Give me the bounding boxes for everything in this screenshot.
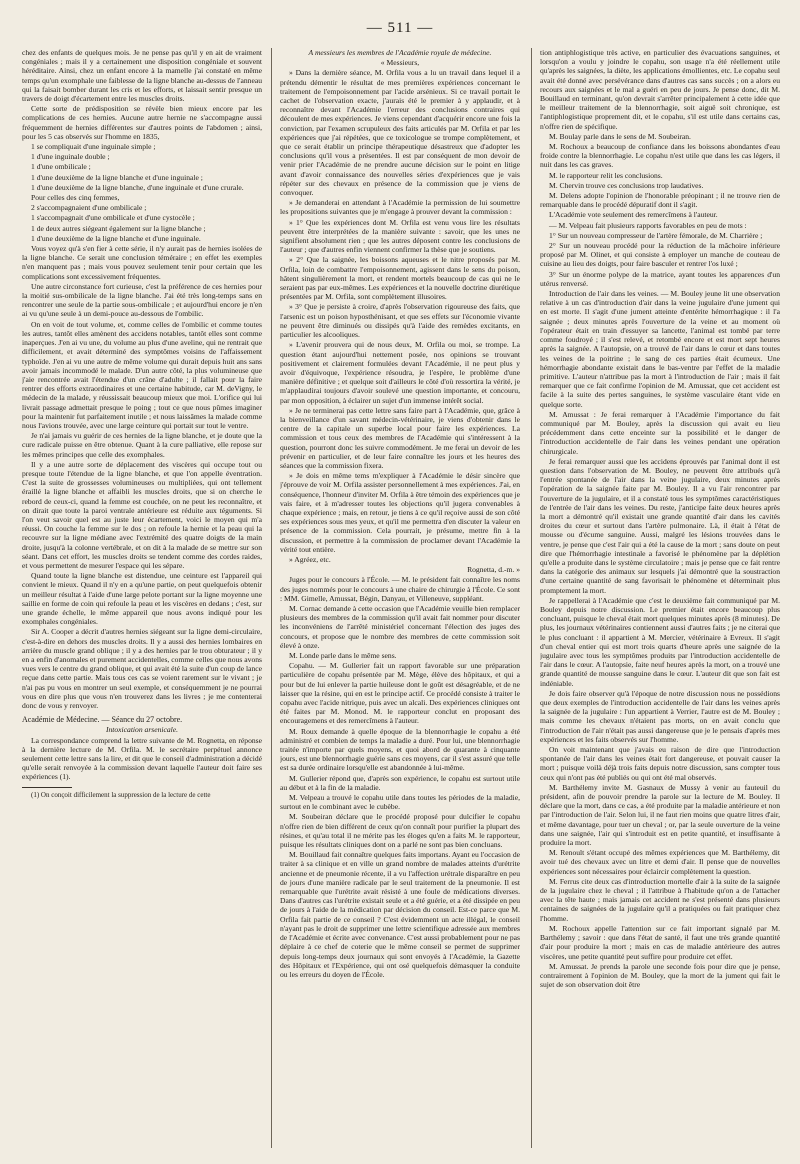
paragraph: M. Ferrus cite deux cas d'introduction mortelle d'air à la suite de la saignée de la jugulaire chez le cheval ; il l'attribue à l'habitude qu'on a de l'attacher avec la tête haute ; mais jamais cet accident ne s'est présenté dans plusieurs centaines de saignées de la jugulaire qu'il a pratiquées ou fait pratiquer chez l'homme. bbox=[540, 876, 780, 923]
letter-signature: Rognetta, d.-m. » bbox=[467, 565, 520, 575]
column-divider-right bbox=[531, 48, 532, 1148]
paragraph: L'Académie vote seulement des remercîmens à l'auteur. bbox=[549, 210, 718, 220]
column-left bbox=[22, 48, 262, 1148]
paragraph: M. Boulay parle dans le sens de M. Soubeiran. bbox=[549, 131, 691, 141]
letter-salutation: A messieurs les membres de l'Académie royale de médecine. bbox=[308, 48, 492, 57]
paragraph: M. Amussat. Je prends la parole une seconde fois pour dire que je pense, contrairement à l'opinion de M. Bouley, que la mort de la jument qui fait le sujet de son observation doit être bbox=[540, 961, 780, 990]
list-item: 1 d'une inguinale double ; bbox=[31, 152, 110, 162]
paragraph: Je n'ai jamais vu guérir de ces hernies de la ligne blanche, et je doute que la cure radicale puisse en être obtenue. Quant à la cure palliative, elle repose sur les mêmes principes que celle des exomphales. bbox=[22, 431, 262, 459]
paragraph: — M. Velpeau fait plusieurs rapports favorables en peu de mots : bbox=[549, 220, 747, 230]
paragraph: » Je dois en même tems m'expliquer à l'Académie le désir sincère que j'éprouve de voir M. Orfila assister personnellement à mes expériences. J'ai, en conséquence, l'honneur d'inviter M. Orfila à être témoin des expériences que je vais faire, et à m'adresser toutes les objections qu'il jugera convenables à chaque expérience ; mais, en retour, je tiens à ce qu'il reçoive aussi de son côté ses expériences sous mes yeux, et qu'il me permettra d'en discuter la valeur en présence de la commission. Cela pourrait, je présume, mettre fin à la discussion, et permettre à la commission de proclamer devant l'Académie la vérité tout entière. bbox=[280, 471, 520, 554]
paragraph: On voit maintenant que j'avais eu raison de dire que l'introduction spontanée de l'air dans les veines était fort dangereuse, et pouvait causer la mort ; puisque voilà déjà trois faits depuis notre discussion, sans compter tous ceux qui n'ont pas été publiés ou qui ont été mal observés. bbox=[540, 745, 780, 782]
paragraph: Vous voyez qu'à s'en fier à cette série, il n'y aurait pas de hernies isolées de la ligne blanche. Ce serait une conclusion téméraire ; en effet les exemples n'en manquent pas ; mais vous pouvez seulement tenir pour certain que les complications sont excessivement fréquentes. bbox=[22, 244, 262, 281]
column-divider-left bbox=[271, 48, 272, 1148]
paragraph: tion antiphlogistique très active, en particulier des évacuations sanguines, et lorsqu'on a voulu y joindre le copahu, son usage n'a été réellement utile qu'après les saignées, la diète, les applications émollientes, etc. Le copahu seul avait été donné avec persévérance dans d'autres cas sans succès ; on a alors eu recours aux saignées et le mal a guéri en peu de jours. Je pense donc, dit M. Bouillaud en terminant, qu'on devrait s'arrêter principalement à cette idée que le meilleur traitement de la blennorrhagie, soit aiguë soit chronique, est l'antiphlogistique proprement dit, et le copahu, s'il est utile dans certains cas, n'offre rien de spécifique. bbox=[540, 48, 780, 131]
list-item: 1 se compliquait d'une inguinale simple ; bbox=[31, 142, 156, 152]
paragraph: M. Renoult s'étant occupé des mêmes expériences que M. Barthélemy, dit avoir tué des chevaux avec un litre et demi d'air. Il pense que de nouvelles expériences sont nécessaires pour éclaircir complètement la question. bbox=[540, 848, 780, 876]
list-item: 1° Sur un nouveau compresseur de l'artère fémorale, de M. Charrière ; bbox=[549, 230, 763, 240]
paragraph: » 3° Que je persiste à croire, d'après l'observation rigoureuse des faits, que l'arsenic est un poison hyposthénisant, et que ses effets sur l'économie vivante ne peuvent être diminués ou dissipés qu'à l'aide des remèdes excitants, en particulier les alcooliques. bbox=[280, 302, 520, 340]
paragraph: Juges pour le concours à l'École. — M. le président fait connaître les noms des juges nommés pour le concours à une chaire de chirurgie à l'École. Ce sont : MM. Gimelle, Amussat, Bégin, Danyau, et Villeneuve, suppléant. bbox=[280, 575, 520, 603]
paragraph: Je ferai remarquer aussi que les accidens éprouvés par l'animal dont il est question dans l'observation de M. Bouley, ne peuvent être attribués qu'à l'entrée spontanée de l'air dans la veine jugulaire, deux minutes après l'opération de la saignée faite par M. Bouley. Il a vu l'air rencontrer par l'ouverture de la jugulaire, et il a constaté tous les symptômes caractéristiques de l'entrée de l'air dans les veines. Du reste, j'anticipe faite deux heures après la mort a démontré qu'il existait une grande quantité d'air dans les cavités droites du cœur et surtout dans l'artère pulmonaire. Là, il était à l'état de mousse ou d'écume sanguine. Aussi, malgré les lésions trouvées dans le ventre, je pense que c'est l'air qui a été la cause de la mort ; sans doute on peut dire que l'hémorrhagie intestinale a favorisé le phénomène par la déplétion qu'elle a produite dans le système circulatoire ; mais je pense que ce fait rentre dans la catégorie des animaux sur lesquels j'ai démontré que la soustraction d'une certaine quantité de sang favorisait le phénomène et déterminait plus promptement la mort. bbox=[540, 456, 780, 595]
list-item: 1 d'une ombilicale ; bbox=[31, 162, 91, 172]
paragraph: Introduction de l'air dans les veines. — M. Bouley jeune lit une observation relative à un cas d'introduction d'air dans la veine jugulaire d'une jument qui en est morte. Il s'agit d'une jument atteinte d'entérite hémorrhagique : il l'a saignée ; deux minutes après l'ouverture de la veine et au moment où l'opérateur était en train d'essuyer sa lancette, l'animal est tombé par terre comme foudroyé ; il s'est relevé, et retombé encore et est mort sept heures après la saignée. A l'autopsie, on a trouvé de l'air dans le cœur et dans toutes les veines de la poitrine ; le sang de ces parties était écumeux. Une hémorrhagie abondante existait dans le bas-ventre par l'effet de la maladie primitive. L'auteur n'attribue pas la mort à l'introduction de l'air ; mais il fait remarquer que ce fait confirme l'opinion de M. Amussat, que cet accident est facile à la suite des pertes sanguines, le système vasculaire étant vide en quelque sorte. bbox=[540, 289, 780, 409]
paragraph: M. Gullerier répond que, d'après son expérience, le copahu est surtout utile au début et à la fin de la maladie. bbox=[280, 773, 520, 792]
list-item: 3° Sur un énorme polype de la matrice, ayant toutes les apparences d'un utérus renversé. bbox=[540, 269, 780, 288]
paragraph: M. Cornac demande à cette occasion que l'Académie veuille bien remplacer plusieurs des membres de la commission qu'il avait fait nommer pour discuter les inconvéniens de l'arrêté ministériel concernant l'élection des juges des concours, et propose que le nombre des membres de cette commission soit élevé à onze. bbox=[280, 603, 520, 650]
paragraph: M. le rapporteur relit les conclusions. bbox=[549, 170, 663, 180]
paragraph: M. Barthélemy invite M. Gasnaux de Mussy à venir au fauteuil du président, afin de pouvoir prendre la parole sur la lecture de M. Bouley. Il déclare que la mort, dans ce cas, a été produite par la maladie antérieure et non par l'introduction de l'air. Selon lui, il ne faut rien moins que quatre litres d'air, et même davantage, pour tuer un cheval ; or, par la seule ouverture de la veine dans une saignée, l'air qui s'introduit est en petite quantité, et insuffisante à produire la mort. bbox=[540, 782, 780, 848]
paragraph: Je rappellerai à l'Académie que c'est le deuxième fait communiqué par M. Bouley depuis notre discussion. Le premier était encore beaucoup plus concluant, puisque le cheval était mort quelques minutes après (8 minutes). De plus, les journaux vétérinaires contiennent aussi d'autres faits ; je ne citerai que le plus concluant : il appartient à M. Mercier, vétérinaire à Evreux. Il s'agit d'un cheval entier qui est mort trois quarts d'heure après une saignée de la jugulaire avec tous les symptômes produits par l'introduction accidentelle de l'air dans le cœur. A l'autopsie, faite neuf heures après la mort, on a trouvé une grande quantité de mousse sanguine dans le cœur. L'auteur dit que son fait est indéniable. bbox=[540, 595, 780, 688]
list-item: 1 d'une deuxième de la ligne blanche et d'une inguinale ; bbox=[31, 172, 203, 182]
letter-closing: » Agréez, etc. bbox=[289, 554, 331, 564]
letter-opening: « Messieurs, bbox=[380, 58, 420, 68]
list-item: 2° Sur un nouveau procédé pour la réduction de la mâchoire inférieure proposé par M. Olinet, et qui consiste à employer un manche de couteau de cuisine au lieu des doigts, pour faire basculer et rentrer l'os luxé ; bbox=[540, 241, 780, 269]
footnote-rule bbox=[22, 787, 72, 788]
paragraph: Une autre circonstance fort curieuse, c'est la préférence de ces hernies pour la moitié sus-ombilicale de la ligne blanche. J'ai été très long-temps sans en rencontrer une seule de la partie sous-ombilicale ; et aujourd'hui encore je n'en ai vu qu'une seule à un demi-pouce au-dessous de l'ombilic. bbox=[22, 281, 262, 319]
paragraph: M. Delens adopte l'opinion de l'honorable préopinant ; il ne trouve rien de remarquable dans le procédé dépuratif dont il s'agit. bbox=[540, 191, 780, 210]
paragraph: » 2° Que la saignée, les boissons aqueuses et le nitre proposés par M. Orfila, loin de combattre l'empoisonnement, agissent dans le sens du poison, hâtent singulièrement la mort, et rendent mortels beaucoup de cas qui ne le seraient pas par eux-mêmes. Les expériences et la nouvelle doctrine diurétique présentées par M. Orfila, sont complètement illusoires. bbox=[280, 255, 520, 302]
paragraph: Sir A. Cooper a décrit d'autres hernies siégeant sur la ligne demi-circulaire, c'est-à-dire en dehors des muscles droits. Il y a aussi des hernies lombaires en arrière du muscle grand oblique ; il y a des hernies par le trou obturateur ; il y en a enfin d'anomales et purement accidentelles, comme celles que nous avons vues vers le centre du grand oblique, et qui avait été la suite d'un coup de lance reçue dans cette partie. Mais tous ces cas se voient rarement sur le vivant ; je n'ai pas pu vous en montrer un seul exemple, et conséquemment je ne pourrai vous en dire plus que vous n'en trouverez dans les livres ; je me contenterai donc de vous y renvoyer. bbox=[22, 627, 262, 711]
paragraph: » L'avenir prouvera qui de nous deux, M. Orfila ou moi, se trompe. La question étant aujourd'hui nettement posée, nos opinions se trouvant positivement et clairement formulées devant l'Académie, il ne peut plus y avoir d'équivoque, l'expérience résoudra, je l'espère, le problème d'une manière définitive ; et quelque soit d'ailleurs le côté d'où ressortira la vérité, je m'applaudirai toujours d'avoir soulevé une question importante, et concouru, par mon opposition, à éclairer un sujet d'un immense intérêt social. bbox=[280, 340, 520, 405]
column-right bbox=[540, 48, 780, 1148]
paragraph: M. Chervin trouve ces conclusions trop laudatives. bbox=[549, 180, 704, 190]
page-number: — 511 — bbox=[366, 20, 434, 36]
paragraph: M. Amussat : Je ferai remarquer à l'Académie l'importance du fait communiqué par M. Bouley, après la discussion qui avait eu lieu précédemment dans cette enceinte sur la possibilité et le danger de l'introduction accidentelle de l'air dans les veines pendant une opération chirurgicale. bbox=[540, 409, 780, 456]
list-item: 1 d'une deuxième de la ligne blanche et d'une inguinale. bbox=[31, 233, 201, 243]
paragraph: » Je ne terminerai pas cette lettre sans faire part à l'Académie, que, grâce à la bienveillance d'un savant médecin-vétérinaire, je viens d'obtenir dans le centre de la capitale un superbe local pour faire les expériences. La commission et tous ceux des membres de l'Académie qui s'intéressent à la question, pourront donc les suivre commodément. Je me ferai un devoir de les prévenir en particulier, et de leur faire connaître les jours et les heures des séances que la commission fixera. bbox=[280, 405, 520, 470]
paragraph: M. Londe parle dans le même sens. bbox=[289, 651, 397, 660]
paragraph: Copahu. — M. Gullerier fait un rapport favorable sur une préparation particulière de copahu présentée par M. Mège, élève des hôpitaux, et qui a pour but de lui enlever la partie huileuse dont le goût est désagréable, et de ne laisser que la résine, qui en est le principe actif. Ce procédé consiste à traiter le copahu avec l'acide nitrique, puis avec un alcali. Des expériences cliniques ont été faites par M. Monod. M. le rapporteur conclut en proposant des encouragemens et des remercîmens à l'auteur. bbox=[280, 661, 520, 726]
paragraph: Cette sorte de prédisposition se révèle bien mieux encore par les complications de ces hernies. Aucune autre hernie ne s'accompagne aussi fréquemment de hernies différentes sur d'autres points de l'abdomen ; ainsi, pour les 5 cas observés sur l'homme en 1835, bbox=[22, 104, 262, 141]
paragraph: La correspondance comprend la lettre suivante de M. Rognetta, en réponse à la dernière lecture de M. Orfila. M. le secrétaire perpétuel annonce seulement cette lettre sans la lire, et dit que le conseil d'administration a décidé qu'elle serait renvoyée à la commission devant laquelle l'auteur doit faire ses expériences (1). bbox=[22, 735, 262, 782]
paragraph: Pour celles des cinq femmes, bbox=[31, 193, 120, 203]
paragraph: M. Rochoux a beaucoup de confiance dans les boissons abondantes d'eau froide contre la blennorrhagie. Le copahu n'est utile que dans les cas légers, il nuit dans les cas graves. bbox=[540, 142, 780, 170]
paragraph: Je dois faire observer qu'à l'époque de notre discussion nous ne possédions que deux exemples de l'introduction accidentelle de l'air dans les veines après la saignée de la jugulaire : l'un appartient à Verrier, l'autre est de M. Bouley ; mais comme les chevaux n'étaient pas morts, on en avait conclu que l'introduction de l'air n'était pas aussi dangereuse que je le pensais d'après mes expériences et les faits observés sur l'homme. bbox=[540, 688, 780, 744]
paragraph: » 1° Que les expériences dont M. Orfila est venu vous lire les résultats peuvent être interprétées de la manière suivante : savoir, que les unes ne signifient absolument rien ; que les autres déposent contre les conclusions de l'auteur ; que d'autres enfin viennent confirmer la thèse que je soutiens. bbox=[280, 217, 520, 255]
paragraph: M. Soubeiran déclare que le procédé proposé pour dulcifier le copahu n'offre rien de bien différent de ceux qu'on connaît pour purifier la plupart des résines, et qu'au total il ne mérite pas les éloges qu'en a faits M. le rapporteur, puisque les résultats cliniques dont on a parlé ne sont pas bien concluans. bbox=[280, 812, 520, 850]
list-item: 1 s'accompagnait d'une ombilicale et d'une cystocèle ; bbox=[31, 213, 195, 223]
list-item: 2 s'accompagnaient d'une ombilicale ; bbox=[31, 203, 147, 213]
paragraph: M. Velpeau a trouvé le copahu utile dans toutes les périodes de la maladie, surtout en le combinant avec le cubèbe. bbox=[280, 793, 520, 812]
paragraph: chez des enfants de quelques mois. Je ne pense pas qu'il y en ait de vraiment congéniales ; mais il y a certainement une disposition congéniale et souvent héréditaire. Ainsi, chez un enfant encore à la mamelle j'ai constaté en même temps qu'un exomphale une faiblesse de la ligne blanche au-dessus de l'anneau qui la faisait bomber durant les cris et les efforts, et laissait sentir presque un travers de doigt d'écartement entre les muscles droits. bbox=[22, 48, 262, 104]
footnote: (1) On conçoit difficilement la suppression de la lecture de cette bbox=[31, 790, 211, 799]
paragraph: » Je demanderai en attendant à l'Académie la permission de lui soumettre les propositions suivantes que je m'engage à prouver devant la commission : bbox=[280, 198, 520, 217]
list-item: 1 d'une deuxième de la ligne blanche, d'une inguinale et d'une crurale. bbox=[31, 182, 244, 192]
section-subheading: Intoxication arsenicale. bbox=[105, 725, 179, 735]
paragraph: On en voit de tout volume, et, comme celles de l'ombilic et comme toutes les autres, tantôt elles amènent des accidens notables, tantôt elles sont comme inaperçues. J'en ai vu une, du volume au plus d'une aveline, qui ne rentrait que difficilement, et avait déterminé des symptômes voisins de l'affaissement typhoïde. J'en ai vu une autre de même volume qui durait depuis huit ans sans avoir jamais incommodé le malade. D'un autre côté, la plus volumineuse que j'aie rencontrée avait l'étendue d'un crâne d'adulte ; il fallait pour la faire rentrer des efforts extraordinaires et une certaine habitude, car M. deVigny, le médecin de la malade, y réussissait beaucoup mieux que moi. L'orifice qui lui livrait passage admettait presque le poing ; tout ce que nous pûmes imaginer pour la maintenir fut parfaitement inutile ; et nous laissâmes la malade comme nous l'avions trouvée, avec une large ceinture qui portait sur tout le ventre. bbox=[22, 319, 262, 430]
paragraph: M. Rochoux appelle l'attention sur ce fait important signalé par M. Barthélemy ; savoir : que dans l'état de santé, il faut une très grande quantité d'air pour produire la mort ; mais en cas de maladie antérieure des autres viscères, une petite quantité peut suffire pour produire cet effet. bbox=[540, 923, 780, 961]
paragraph: M. Roux demande à quelle époque de la blennorrhagie le copahu a été administré et combien de temps la maladie a duré. Pour lui, une blennorrhagie traitée n'importe par quels moyens, et quoi abord de quarante à cinquante jours, est une blennorrhagie guérie sans ces moyens, car il s'est assuré que telle est sa durée ordinaire lorsqu'elle est abandonnée à lui-même. bbox=[280, 726, 520, 773]
paragraph: » Dans la dernière séance, M. Orfila vous a lu un travail dans lequel il a prétendu démentir le résultat de mes premières expériences concernant le traitement de l'empoisonnement par l'acide arsénieux. Si ce travail portait le cachet de l'observation exacte, j'aurais été le premier à y applaudir, et à reconnaître devant l'Académie l'erreur des conclusions contraires qui découlent de mes expériences. Je viens cependant d'acquérir encore une fois la conviction, par l'examen scrupuleux des faits articulés par M. Orfila et par les expériences que j'ai répétées, que ce toxicologue se trompe complètement, et que ce serait établir un principe thérapeutique désastreux que d'adopter les conclusions qu'il vous a présentées. Il est par conséquent de mon devoir de venir prier l'Académie de ne prendre aucune décision sur le point en litige avant d'avoir connaissance des nouvelles séries d'expériences que je vais répéter sur des chevaux en présence de la commission que je viens de convoquer. bbox=[280, 68, 520, 198]
column-middle bbox=[280, 48, 520, 1148]
section-heading: Académie de Médecine. — Séance du 27 octobre. bbox=[22, 715, 183, 725]
paragraph: Quand toute la ligne blanche est distendue, une ceinture est l'appareil qui convient le mieux. Quand il n'y en a qu'une partie, on peut quelquefois obtenir un meilleur résultat à l'aide d'une large pelote portant sur la ligne moyenne une saillie en forme de coin qui refoule la peau et les viscères en dedans ; c'est, sur une grande échelle, le même appareil que nous avons indiqué pour les exomphales congéniales. bbox=[22, 571, 262, 627]
paragraph: Il y a une autre sorte de déplacement des viscères qui occupe tout ou presque toute l'étendue de la ligne blanche, et que l'on appelle éventration. C'est la suite de grossesses volumineuses ou multipliées, qui ont tellement éraillé la ligne blanche et affaibli les muscles droits, que si on cherche le rebord de ceux-ci, quand la femme est couchée, on ne peut les reconnaître, et on dirait que toute la paroi ventrale antérieure est réduite aux téguments. Si l'on veut savoir quel est au juste leur écartement, voici le moyen qui m'a réussi. On couche la femme sur le dos ; on refoule la hernie et la peau qui la recouvre sur la ligne médiane avec l'extrémité des quatre doigts de la main droite, jusqu'à la colonne vertébrale, et on dit à la malade de se mettre sur son séant. Dans cet effort, les muscles droits se tendent comme des cordes raides, et vous permettent de mesurer l'espace qui les sépare. bbox=[22, 459, 262, 570]
list-item: 1 de deux autres siégeant également sur la ligne blanche ; bbox=[31, 223, 206, 233]
paragraph: M. Bouillaud fait connaître quelques faits importans. Ayant eu l'occasion de traiter à sa clinique et en ville un grand nombre de malades atteints d'urétrite ancienne et de pneumonie récente, il a vu l'affection urétrale disparaître en peu de jours d'une manière radicale par le seul traitement de la pneumonie. Il est remarquable que l'urétrite avait résisté à une foule de médications diverses. Dans d'autres cas l'urétrite existait seule et a été guérie, et a été dissipée en peu de jours à l'aide de la médication par décision du conseil. Est-ce parce que M. Orfila fait partie de ce conseil ? C'est évidemment un acte illégal, le conseil n'ayant pas le droit de supprimer une lettre scientifique adressée aux membres de l'Académie et écrite avec convenance. C'est aussi probablement pour ne pas déplaire à ce chef de coterie que le même conseil se permet de supprimer depuis long-temps deux journaux qui sont envoyés à l'Académie, la Gazette des Hôpitaux et l'Expérience, qui ont osé quelquefois démasquer la conduite ou les erreurs du doyen de l'École. bbox=[280, 850, 520, 979]
